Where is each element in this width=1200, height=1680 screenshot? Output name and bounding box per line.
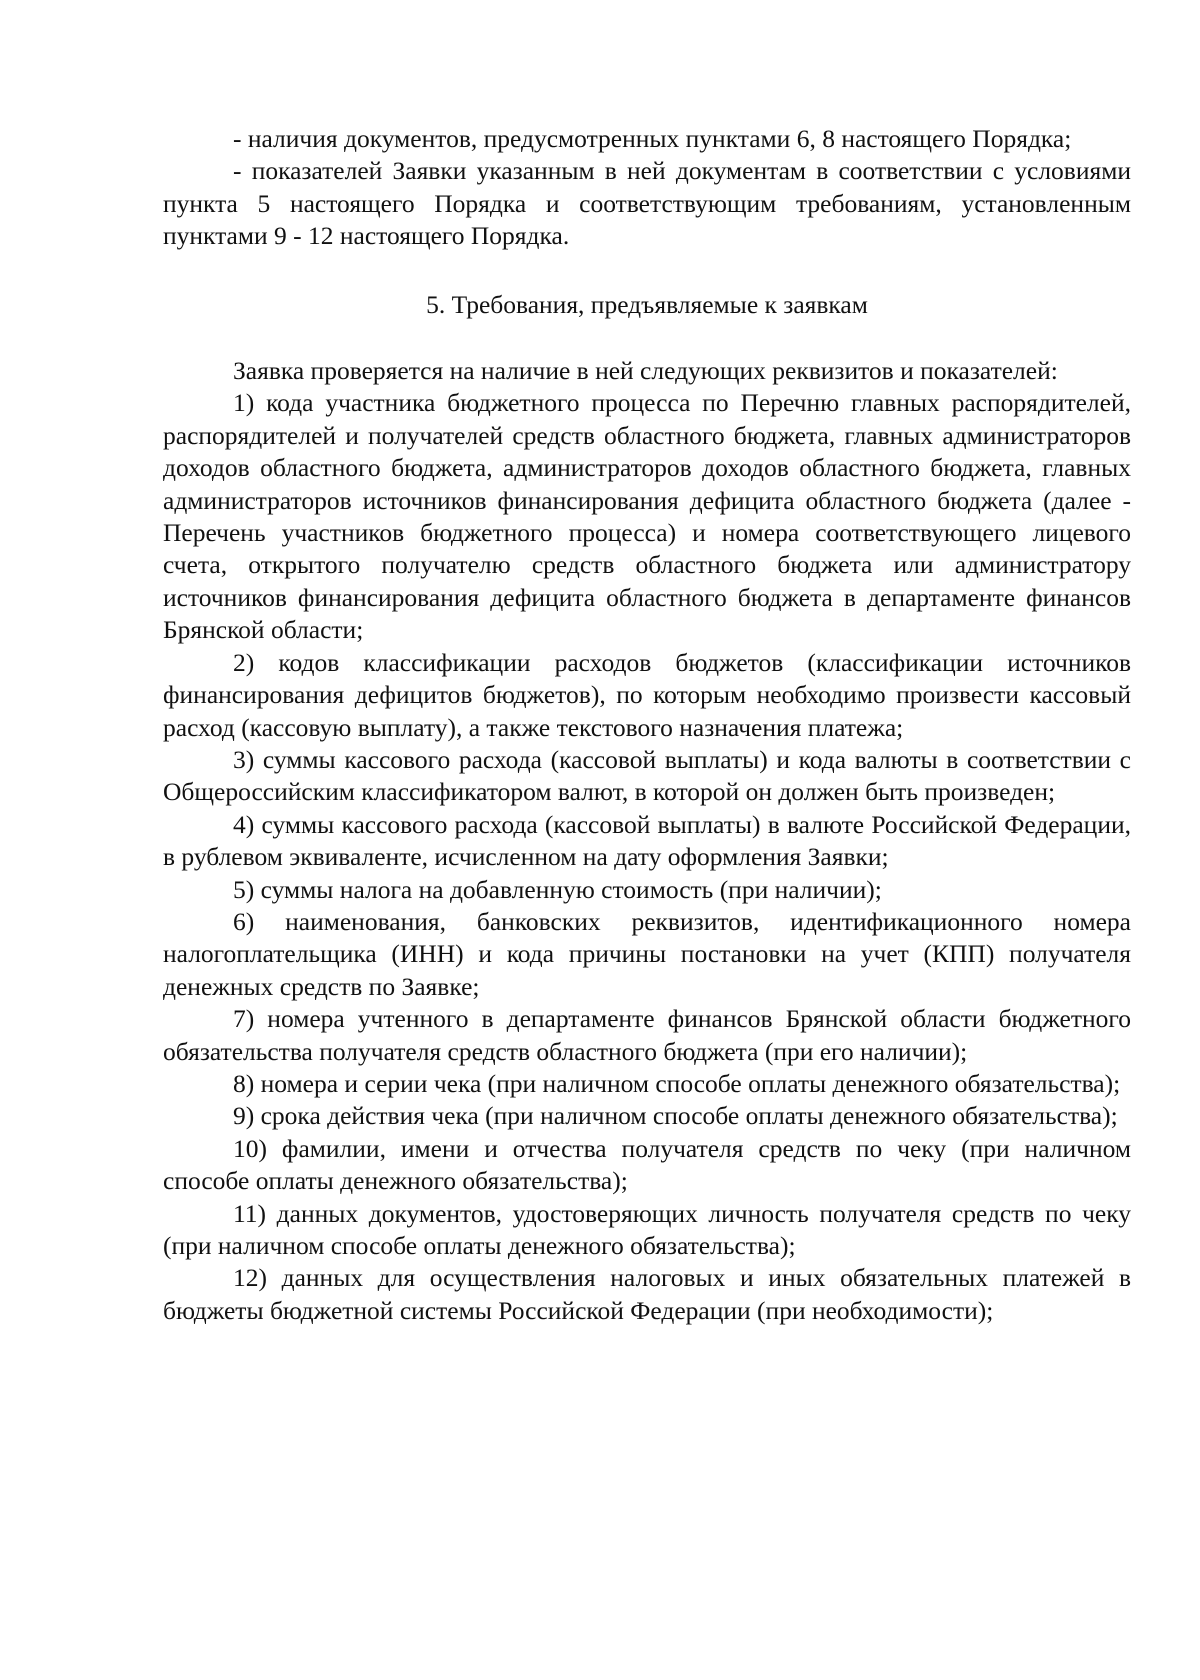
list-item: 4) суммы кассового расхода (кассовой выплаты) в валюте Российской Федерации, в рублевом эквиваленте, исчисленном на дату оформления Заявки; bbox=[163, 809, 1131, 872]
list-item: 2) кодов классификации расходов бюджетов (классификации источников финансирования дефицитов бюджетов), по которым необходимо произвести кассовый расход (кассовую выплату), а также текстового назначения платежа; bbox=[163, 647, 1131, 742]
list-item: 3) суммы кассового расхода (кассовой выплаты) и кода валюты в соответствии с Общероссийским классификатором валют, в которой он должен быть произведен; bbox=[163, 744, 1131, 807]
list-item: 12) данных для осуществления налоговых и иных обязательных платежей в бюджеты бюджетной системы Российской Федерации (при необходимости); bbox=[163, 1263, 1131, 1325]
list-item: 7) номера учтенного в департаменте финансов Брянской области бюджетного обязательства получателя средств областного бюджета (при его наличии); bbox=[163, 1004, 1131, 1066]
section-heading: 5. Требования, предъявляемые к заявкам bbox=[426, 289, 868, 319]
list-item: 6) наименования, банковских реквизитов, идентификационного номера налогоплательщика (ИНН) и кода причины постановки на учет (КПП) получателя денежных средств по Заявке; bbox=[163, 906, 1131, 1001]
intro-paragraph-1: - наличия документов, предусмотренных пунктами 6, 8 настоящего Порядка; bbox=[233, 124, 1072, 153]
list-item: 5) суммы налога на добавленную стоимость (при наличии); bbox=[233, 874, 882, 904]
list-item: 8) номера и серии чека (при наличном способе оплаты денежного обязательства); bbox=[233, 1068, 1121, 1098]
list-item: 1) кода участника бюджетного процесса по Перечню главных распорядителей, распорядителей и получателей средств областного бюджета, главных администраторов доходов областного бюджета, администраторов доходов областного бюджета, главных администраторов источников финансирования дефицита областного бюджета (далее - Перечень участников бюджетного процесса) и номера соответствующего лицевого счета, открытого получателю средств областного бюджета или администратору источников финансирования дефицита областного бюджета в департаменте финансов Брянской области; bbox=[163, 388, 1131, 645]
intro-paragraph-2: - показателей Заявки указанным в ней документам в соответствии с условиями пункта 5 настоящего Порядка и соответствующим требованиям, установленным пунктами 9 - 12 настоящего Порядка. bbox=[163, 156, 1131, 251]
list-item: 9) срока действия чека (при наличном способе оплаты денежного обязательства); bbox=[233, 1101, 1118, 1131]
list-item: 10) фамилии, имени и отчества получателя средств по чеку (при наличном способе оплаты денежного обязательства); bbox=[163, 1133, 1131, 1196]
list-item: 11) данных документов, удостоверяющих личность получателя средств по чеку (при наличном способе оплаты денежного обязательства); bbox=[163, 1198, 1131, 1260]
document-body bbox=[163, 123, 1131, 1327]
section-intro-paragraph: Заявка проверяется на наличие в ней следующих реквизитов и показателей: bbox=[233, 356, 1058, 386]
